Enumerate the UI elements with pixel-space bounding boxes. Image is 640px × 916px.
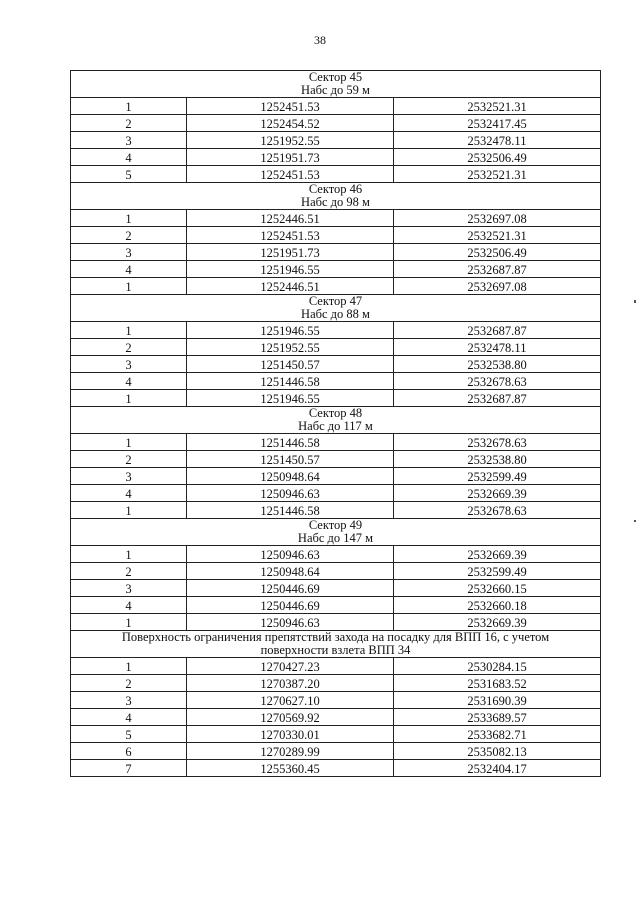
y-coordinate-cell: 2532521.31	[394, 166, 601, 183]
table-row	[71, 132, 601, 149]
y-coordinate-cell: 2532478.11	[394, 132, 601, 149]
table-row	[71, 726, 601, 743]
x-coordinate-cell: 1252454.52	[187, 115, 394, 132]
y-coordinate-cell: 2532521.31	[394, 227, 601, 244]
x-coordinate-cell: 1252451.53	[187, 98, 394, 115]
y-coordinate-cell: 2533689.57	[394, 709, 601, 726]
point-number-cell: 2	[71, 339, 187, 356]
section-header-row	[71, 631, 601, 658]
y-coordinate-cell: 2532687.87	[394, 390, 601, 407]
point-number-cell: 1	[71, 546, 187, 563]
scan-artifact	[634, 520, 636, 522]
table-row	[71, 339, 601, 356]
x-coordinate-cell: 1252451.53	[187, 166, 394, 183]
x-coordinate-cell: 1252451.53	[187, 227, 394, 244]
y-coordinate-cell: 2532506.49	[394, 149, 601, 166]
x-coordinate-cell: 1251951.73	[187, 149, 394, 166]
point-number-cell: 5	[71, 726, 187, 743]
table-row	[71, 468, 601, 485]
y-coordinate-cell: 2532678.63	[394, 502, 601, 519]
point-number-cell: 3	[71, 692, 187, 709]
x-coordinate-cell: 1250946.63	[187, 546, 394, 563]
point-number-cell: 3	[71, 132, 187, 149]
x-coordinate-cell: 1270569.92	[187, 709, 394, 726]
table-row	[71, 278, 601, 295]
point-number-cell: 2	[71, 675, 187, 692]
table-row	[71, 597, 601, 614]
y-coordinate-cell: 2531690.39	[394, 692, 601, 709]
point-number-cell: 3	[71, 244, 187, 261]
page-number: 38	[314, 33, 326, 47]
point-number-cell: 1	[71, 502, 187, 519]
section-title: Поверхность ограничения препятствий захода на посадку для ВПП 16, с учетом	[121, 630, 550, 644]
section-header	[71, 183, 601, 210]
section-title: Сектор 45	[308, 70, 363, 84]
section-subtitle: Набс до 117 м	[298, 419, 373, 433]
table-row	[71, 692, 601, 709]
table-row	[71, 502, 601, 519]
section-header	[71, 295, 601, 322]
y-coordinate-cell: 2532599.49	[394, 563, 601, 580]
section-title: Сектор 47	[308, 294, 363, 308]
point-number-cell: 4	[71, 597, 187, 614]
point-number-cell: 2	[71, 563, 187, 580]
point-number-cell: 2	[71, 451, 187, 468]
y-coordinate-cell: 2532521.31	[394, 98, 601, 115]
section-header	[71, 519, 601, 546]
point-number-cell: 1	[71, 658, 187, 675]
table-row	[71, 451, 601, 468]
point-number-cell: 1	[71, 434, 187, 451]
y-coordinate-cell: 2532669.39	[394, 546, 601, 563]
y-coordinate-cell: 2530284.15	[394, 658, 601, 675]
table-row	[71, 675, 601, 692]
y-coordinate-cell: 2532538.80	[394, 356, 601, 373]
y-coordinate-cell: 2532678.63	[394, 373, 601, 390]
table-row	[71, 563, 601, 580]
scan-artifact	[634, 300, 636, 303]
y-coordinate-cell: 2532478.11	[394, 339, 601, 356]
table-row	[71, 210, 601, 227]
y-coordinate-cell: 2533682.71	[394, 726, 601, 743]
point-number-cell: 4	[71, 485, 187, 502]
table-row	[71, 743, 601, 760]
x-coordinate-cell: 1251446.58	[187, 373, 394, 390]
point-number-cell: 4	[71, 149, 187, 166]
x-coordinate-cell: 1252446.51	[187, 210, 394, 227]
y-coordinate-cell: 2532687.87	[394, 322, 601, 339]
x-coordinate-cell: 1250446.69	[187, 597, 394, 614]
section-header-row	[71, 295, 601, 322]
table-row	[71, 546, 601, 563]
point-number-cell: 2	[71, 227, 187, 244]
y-coordinate-cell: 2532697.08	[394, 210, 601, 227]
table-row	[71, 98, 601, 115]
table-row	[71, 614, 601, 631]
point-number-cell: 1	[71, 278, 187, 295]
x-coordinate-cell: 1251952.55	[187, 339, 394, 356]
table-row	[71, 115, 601, 132]
point-number-cell: 4	[71, 261, 187, 278]
section-header-row	[71, 519, 601, 546]
x-coordinate-cell: 1270330.01	[187, 726, 394, 743]
section-title: Сектор 49	[308, 518, 363, 532]
section-header	[71, 407, 601, 434]
y-coordinate-cell: 2532538.80	[394, 451, 601, 468]
table-row	[71, 709, 601, 726]
coordinates-table-body	[71, 71, 601, 777]
table-row	[71, 434, 601, 451]
table-row	[71, 760, 601, 777]
section-header-row	[71, 183, 601, 210]
table-row	[71, 356, 601, 373]
x-coordinate-cell: 1250948.64	[187, 468, 394, 485]
coordinates-table	[70, 70, 601, 777]
section-title: Сектор 46	[308, 182, 363, 196]
x-coordinate-cell: 1251952.55	[187, 132, 394, 149]
y-coordinate-cell: 2532669.39	[394, 614, 601, 631]
section-header	[71, 631, 601, 658]
section-subtitle: Набс до 98 м	[301, 195, 370, 209]
section-subtitle: поверхности взлета ВПП 34	[260, 643, 411, 657]
point-number-cell: 1	[71, 98, 187, 115]
point-number-cell: 1	[71, 614, 187, 631]
x-coordinate-cell: 1270387.20	[187, 675, 394, 692]
point-number-cell: 3	[71, 356, 187, 373]
y-coordinate-cell: 2532660.18	[394, 597, 601, 614]
x-coordinate-cell: 1250946.63	[187, 614, 394, 631]
x-coordinate-cell: 1270427.23	[187, 658, 394, 675]
section-header	[71, 71, 601, 98]
point-number-cell: 6	[71, 743, 187, 760]
x-coordinate-cell: 1270627.10	[187, 692, 394, 709]
table-row	[71, 166, 601, 183]
point-number-cell: 1	[71, 210, 187, 227]
x-coordinate-cell: 1251450.57	[187, 451, 394, 468]
section-header-row	[71, 71, 601, 98]
y-coordinate-cell: 2532678.63	[394, 434, 601, 451]
table-row	[71, 390, 601, 407]
table-row	[71, 244, 601, 261]
section-header-row	[71, 407, 601, 434]
y-coordinate-cell: 2532687.87	[394, 261, 601, 278]
table-row	[71, 227, 601, 244]
table-row	[71, 658, 601, 675]
x-coordinate-cell: 1250446.69	[187, 580, 394, 597]
x-coordinate-cell: 1250946.63	[187, 485, 394, 502]
point-number-cell: 3	[71, 468, 187, 485]
point-number-cell: 4	[71, 373, 187, 390]
x-coordinate-cell: 1251446.58	[187, 434, 394, 451]
x-coordinate-cell: 1251946.55	[187, 390, 394, 407]
table-row	[71, 261, 601, 278]
point-number-cell: 3	[71, 580, 187, 597]
y-coordinate-cell: 2532417.45	[394, 115, 601, 132]
section-subtitle: Набс до 88 м	[301, 307, 370, 321]
table-row	[71, 373, 601, 390]
section-title: Сектор 48	[308, 406, 363, 420]
section-subtitle: Набс до 147 м	[297, 531, 374, 545]
x-coordinate-cell: 1270289.99	[187, 743, 394, 760]
table-row	[71, 485, 601, 502]
y-coordinate-cell: 2532404.17	[394, 760, 601, 777]
x-coordinate-cell: 1250948.64	[187, 563, 394, 580]
x-coordinate-cell: 1252446.51	[187, 278, 394, 295]
point-number-cell: 2	[71, 115, 187, 132]
table-row	[71, 580, 601, 597]
point-number-cell: 4	[71, 709, 187, 726]
y-coordinate-cell: 2532697.08	[394, 278, 601, 295]
x-coordinate-cell: 1251946.55	[187, 322, 394, 339]
y-coordinate-cell: 2532506.49	[394, 244, 601, 261]
x-coordinate-cell: 1251946.55	[187, 261, 394, 278]
table-row	[71, 322, 601, 339]
table-row	[71, 149, 601, 166]
y-coordinate-cell: 2535082.13	[394, 743, 601, 760]
y-coordinate-cell: 2532669.39	[394, 485, 601, 502]
y-coordinate-cell: 2532660.15	[394, 580, 601, 597]
point-number-cell: 1	[71, 322, 187, 339]
x-coordinate-cell: 1251951.73	[187, 244, 394, 261]
x-coordinate-cell: 1251446.58	[187, 502, 394, 519]
point-number-cell: 1	[71, 390, 187, 407]
y-coordinate-cell: 2532599.49	[394, 468, 601, 485]
section-subtitle: Набс до 59 м	[301, 83, 370, 97]
point-number-cell: 7	[71, 760, 187, 777]
y-coordinate-cell: 2531683.52	[394, 675, 601, 692]
x-coordinate-cell: 1251450.57	[187, 356, 394, 373]
x-coordinate-cell: 1255360.45	[187, 760, 394, 777]
point-number-cell: 5	[71, 166, 187, 183]
